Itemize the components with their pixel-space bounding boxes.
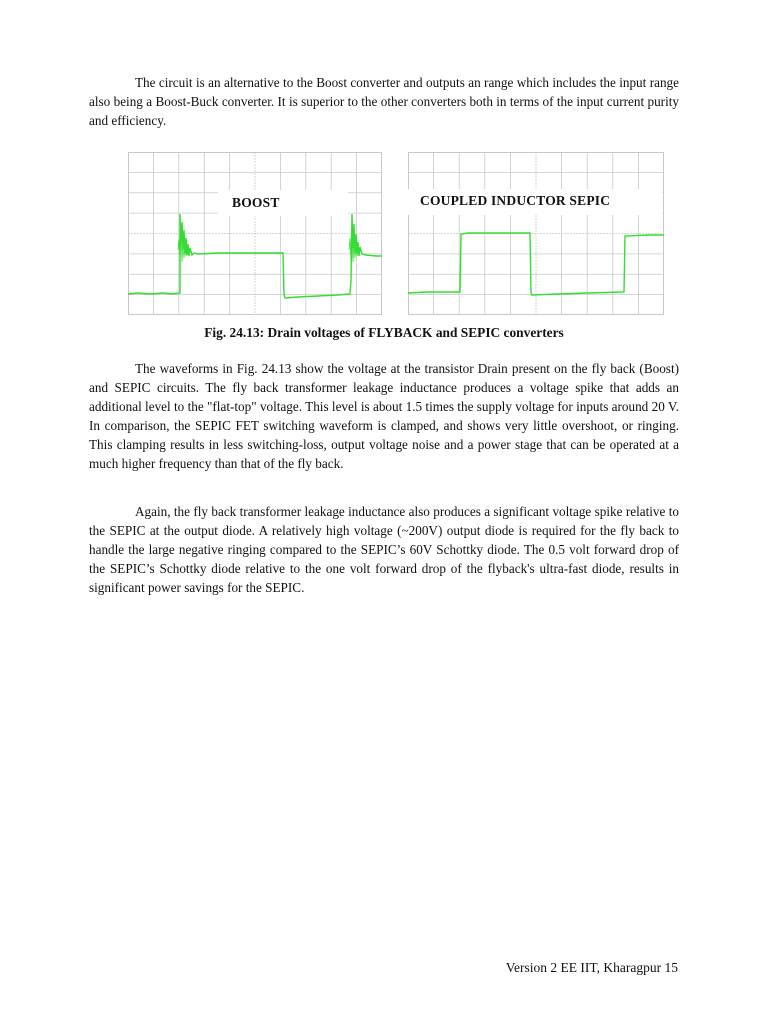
sepic-waveform-plot — [408, 152, 664, 315]
boost-grid — [128, 152, 382, 315]
intro-text: The circuit is an alternative to the Boost converter and outputs an range which includes the input range also being a Boost-Buck converter. It is superior to the other converters both in terms of the input current purity and efficiency. — [89, 75, 679, 129]
waveforms-text: The waveforms in Fig. 24.13 show the voltage at the transistor Drain present on the fly back (Boost) and SEPIC circuits. The fly back transformer leakage inductance produces a voltage spike that adds an additional level to the "flat-top" voltage. This level is about 1.5 times the supply voltage for inputs around 20 V. In comparison, the SEPIC FET switching waveform is clamped, and shows very little overshoot, or ringing. This clamping results in less switching-loss, output voltage noise and a power stage that can be operated at a much higher frequency than that of the fly back. — [89, 361, 679, 472]
diode-paragraph — [89, 502, 679, 597]
sepic-grid — [408, 152, 664, 315]
diode-text: Again, the fly back transformer leakage inductance also produces a significant voltage spike relative to the SEPIC at the output diode. A relatively high voltage (~200V) output diode is required for the fly back to handle the large negative ringing compared to the SEPIC’s 60V Schottky diode. The 0.5 volt forward drop of the SEPIC’s Schottky diode relative to the one volt forward drop of the flyback's ultra-fast diode, results in significant power savings for the SEPIC. — [89, 504, 679, 596]
sepic-label: COUPLED INDUCTOR SEPIC — [408, 189, 662, 215]
figure-caption: Fig. 24.13: Drain voltages of FLYBACK and SEPIC converters — [204, 325, 564, 340]
waveforms-paragraph — [89, 359, 679, 474]
boost-waveform-svg — [128, 152, 382, 315]
page-footer: Version 2 EE IIT, Kharagpur 15 — [505, 960, 678, 975]
sepic-waveform-svg — [408, 152, 664, 315]
boost-waveform-plot — [128, 152, 382, 315]
intro-paragraph — [89, 73, 679, 130]
boost-label: BOOST — [218, 190, 348, 216]
